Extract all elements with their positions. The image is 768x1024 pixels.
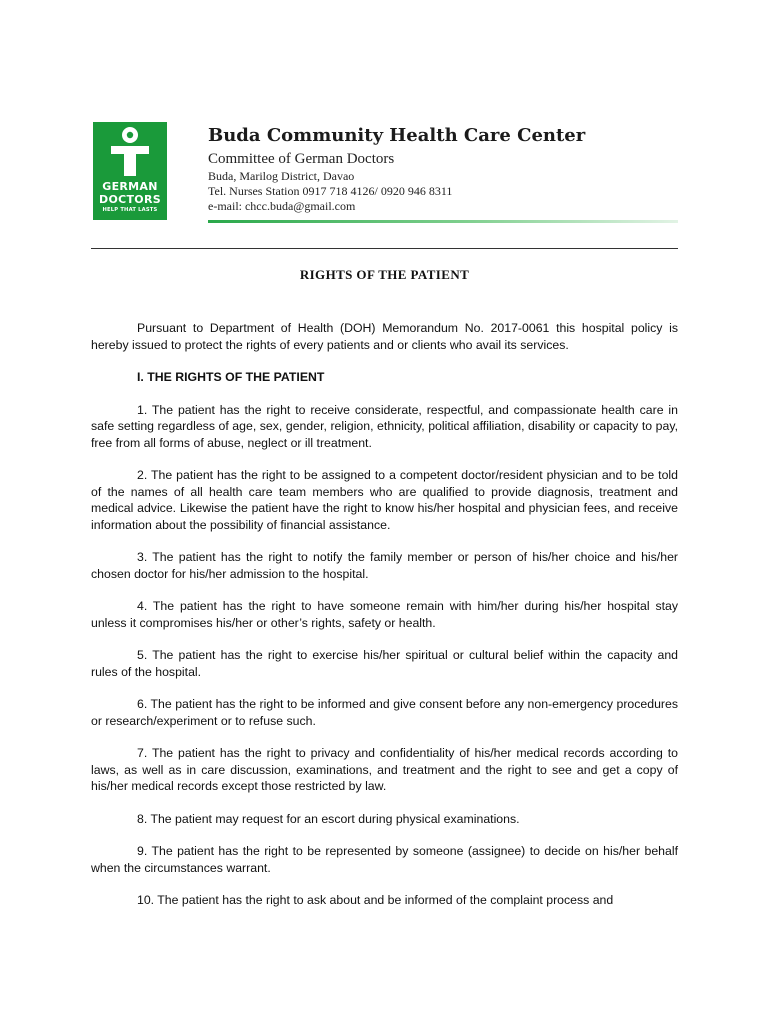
- phone-numbers: Tel. Nurses Station 0917 718 4126/ 0920 946 8311: [208, 184, 453, 198]
- document-body: [91, 320, 678, 925]
- committee-name: Committee of German Doctors: [208, 151, 395, 167]
- section-heading: I. THE RIGHTS OF THE PATIENT: [137, 370, 325, 384]
- organization-info: [208, 124, 678, 214]
- right-item-7: 7. The patient has the right to privacy and confidentiality of his/her medical records according to laws, as well as in care discussion, examinations, and treatment and the right to see and get a copy of his/her medical records except those restricted by law.: [91, 746, 678, 793]
- right-item-2: 2. The patient has the right to be assigned to a competent doctor/resident physician and to be told of the names of all health care team members who are qualified to provide diagnosis, treatment and medical advice. Likewise the patient have the right to know his/her hospital and physician fees, and receive information about the possibility of financial assistance.: [91, 468, 678, 532]
- right-item-3: 3. The patient has the right to notify the family member or person of his/her choice and his/her chosen doctor for his/her admission to the hospital.: [91, 550, 678, 581]
- document-title: RIGHTS OF THE PATIENT: [299, 267, 470, 282]
- right-item-1: 1. The patient has the right to receive considerate, respectful, and compassionate health care in safe setting regardless of age, sex, gender, religion, ethnicity, political affiliation, disability or capacity to pay, free from all forms of abuse, neglect or ill treatment.: [91, 402, 678, 450]
- horizontal-divider: [91, 248, 678, 249]
- right-item-6: 6. The patient has the right to be informed and give consent before any non-emergency procedures or research/experiment or to refuse such.: [91, 697, 678, 728]
- letterhead-green-rule: [208, 220, 678, 223]
- intro-paragraph: Pursuant to Department of Health (DOH) Memorandum No. 2017-0061 this hospital policy is hereby issued to protect the rights of every patients and or clients who avail its services.: [91, 321, 678, 352]
- email-address: e-mail: chcc.buda@gmail.com: [208, 199, 356, 213]
- address: Buda, Marilog District, Davao: [208, 169, 355, 183]
- right-item-5: 5. The patient has the right to exercise his/her spiritual or cultural belief within the capacity and rules of the hospital.: [91, 648, 678, 679]
- logo-text-german: GERMAN: [102, 180, 158, 193]
- right-item-10: 10. The patient has the right to ask about and be informed of the complaint process and: [137, 893, 614, 907]
- logo-tagline: HELP THAT LASTS: [102, 207, 158, 213]
- right-item-9: 9. The patient has the right to be represented by someone (assignee) to decide on his/her behalf when the circumstances warrant.: [91, 844, 678, 875]
- organization-name: Buda Community Health Care Center: [208, 125, 586, 146]
- right-item-4: 4. The patient has the right to have someone remain with him/her during his/her hospital stay unless it compromises his/her or other’s rights, safety or health.: [91, 599, 678, 630]
- medical-cross-icon: [93, 122, 167, 182]
- logo-text-doctors: DOCTORS: [99, 193, 161, 206]
- letterhead: [93, 122, 678, 224]
- right-item-8: 8. The patient may request for an escort during physical examinations.: [137, 811, 520, 826]
- german-doctors-logo: [93, 122, 167, 220]
